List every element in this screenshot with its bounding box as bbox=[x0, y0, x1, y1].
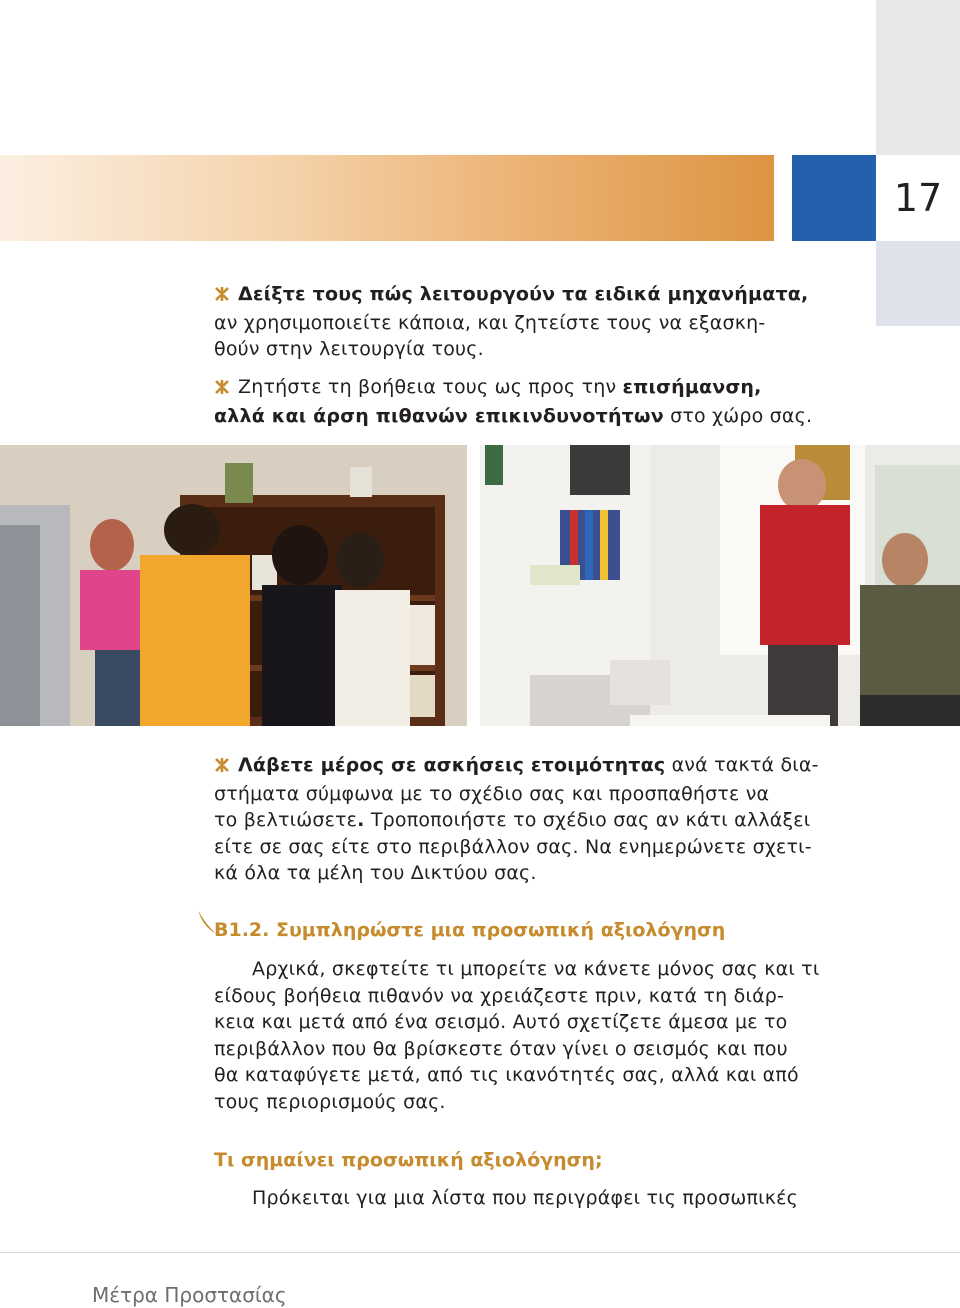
right-strip-top bbox=[876, 0, 960, 155]
bullet-exercises-line5: κά όλα τα μέλη του Δικτύου σας. bbox=[214, 862, 537, 884]
bullet-machines-line2: αν χρησιμοποιείτε κάποια, και ζητείστε τους να εξασκη- bbox=[214, 311, 766, 334]
photo-office bbox=[480, 445, 960, 726]
bullet-machines-bold: Δείξτε τους πώς λειτουργούν τα ειδικά μηχανήματα, bbox=[238, 283, 809, 305]
bullet-exercises-line3: το βελτιώσετε bbox=[214, 809, 358, 831]
bullet-exercises-line4: είτε σε σας είτε στο περιβάλλον σας. Να ενημερώνετε σχετι- bbox=[214, 835, 812, 858]
bullet-hazards bbox=[214, 374, 854, 429]
page-number: 17 bbox=[876, 155, 960, 241]
section-line-3: κεια και μετά από ένα σεισμό. Αυτό σχετίζετε άμεσα με το bbox=[214, 1011, 788, 1033]
bullet-hazards-bold1: επισήμανση, bbox=[622, 376, 762, 398]
section-line-6: τους περιορισμούς σας. bbox=[214, 1090, 446, 1113]
subheading: Τι σημαίνει προσωπική αξιολόγηση; bbox=[214, 1149, 603, 1171]
bullet-machines bbox=[214, 281, 854, 363]
right-strip-1 bbox=[876, 241, 960, 326]
header-blue-square bbox=[792, 155, 876, 241]
bullet-exercises-dot: . bbox=[357, 809, 365, 831]
section-line-1: Αρχικά, σκεφτείτε τι μπορείτε να κάνετε μόνος σας και τι bbox=[252, 958, 820, 980]
bullet-hazards-text1: Ζητήστε τη βοήθεια τους ως προς την bbox=[238, 376, 623, 398]
bullet-exercises-line3b: Τροποποιήστε το σχέδιο σας αν κάτι αλλάξει bbox=[364, 809, 811, 831]
section-heading: Β1.2. Συμπληρώστε μια προσωπική αξιολόγηση bbox=[214, 919, 726, 941]
bullet-exercises-text1: ανά τακτά δια- bbox=[665, 754, 819, 776]
bullet-machines-line3: θούν στην λειτουργία τους. bbox=[214, 338, 484, 360]
footer-title: Μέτρα Προστασίας bbox=[92, 1283, 287, 1307]
bullet-hazards-bold2: αλλά και άρση πιθανών επικινδυνοτήτων bbox=[214, 404, 664, 427]
header-band bbox=[0, 155, 774, 241]
section-line-2: είδους βοήθεια πιθανόν να χρειάζεστε πριν, κατά τη διάρ- bbox=[214, 984, 785, 1007]
bullet-exercises-line2: στήματα σύμφωνα με το σχέδιο σας και προσπαθήστε να bbox=[214, 782, 770, 805]
cross-bullet-icon bbox=[214, 754, 238, 781]
right-strip-2 bbox=[876, 326, 960, 446]
section-line-4: περιβάλλον που θα βρίσκεστε όταν γίνει ο σεισμός και που bbox=[214, 1037, 788, 1060]
cross-bullet-icon bbox=[214, 376, 238, 403]
photo-bookshelf bbox=[0, 445, 467, 726]
cross-bullet-icon bbox=[214, 283, 238, 310]
section-body bbox=[214, 956, 854, 1115]
bullet-hazards-text2: στο χώρο σας. bbox=[663, 404, 813, 427]
subheading-body: Πρόκειται για μια λίστα που περιγράφει τις προσωπικές bbox=[252, 1187, 798, 1209]
section-line-5: θα καταφύγετε μετά, από τις ικανότητές σας, αλλά και από bbox=[214, 1064, 799, 1086]
footer-divider bbox=[0, 1252, 960, 1253]
bullet-exercises-bold: Λάβετε μέρος σε ασκήσεις ετοιμότητας bbox=[238, 754, 666, 776]
bullet-exercises bbox=[214, 752, 854, 887]
